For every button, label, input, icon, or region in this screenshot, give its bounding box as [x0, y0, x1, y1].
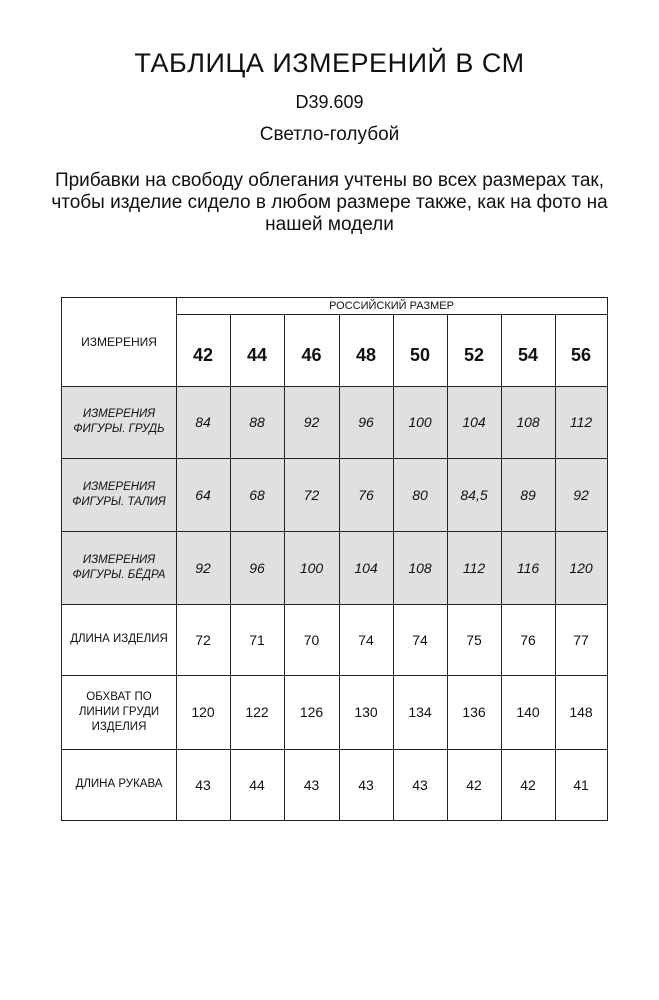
table-cell: 42	[520, 776, 536, 793]
table-cell: 120	[569, 559, 593, 576]
table-cell: 112	[569, 414, 593, 430]
table-cell: 44	[249, 776, 265, 793]
column-divider	[555, 314, 556, 820]
column-divider	[230, 314, 231, 820]
table-cell: 76	[520, 631, 536, 648]
column-divider	[501, 314, 502, 820]
size-header-52: 52	[463, 344, 485, 365]
table-cell: 96	[358, 414, 374, 430]
size-header-48: 48	[355, 344, 377, 365]
table-cell: 92	[303, 414, 320, 430]
table-cell: 77	[573, 631, 589, 648]
table-cell: 100	[408, 414, 432, 430]
table-cell: 120	[191, 704, 215, 720]
table-cell: 42	[466, 776, 482, 793]
table-cell: 126	[299, 704, 324, 720]
table-cell: 92	[573, 486, 589, 503]
fit-note: Прибавки на свободу облегания учтены во всех размерах так, чтобы изделие сидело в любом размере также, как на фото на нашей модели	[51, 170, 608, 235]
group-divider	[176, 314, 607, 315]
column-divider	[447, 314, 448, 820]
table-cell: 68	[249, 486, 265, 503]
label-divider	[176, 298, 177, 820]
table-cell: 100	[299, 559, 324, 576]
table-cell: 89	[520, 486, 536, 503]
table-cell: 104	[462, 414, 486, 430]
column-divider	[284, 314, 285, 820]
table-cell: 134	[408, 704, 432, 720]
table-cell: 76	[358, 486, 374, 503]
column-divider	[339, 314, 340, 820]
table-cell: 71	[249, 631, 265, 648]
row-divider	[62, 604, 607, 605]
column-divider	[393, 314, 394, 820]
table-cell: 43	[195, 776, 211, 793]
table-cell: 108	[408, 559, 432, 576]
color-name: Светло-голубой	[259, 124, 400, 145]
table-cell: 104	[354, 559, 378, 576]
table-cell: 112	[462, 559, 486, 576]
table-cell: 72	[195, 631, 211, 648]
row-label: ДЛИНА РУКАВА	[75, 778, 163, 790]
row-label: ИЗМЕРЕНИЯ ФИГУРЫ. БЁДРА	[72, 553, 166, 581]
size-group-label: РОССИЙСКИЙ РАЗМЕР	[329, 300, 454, 312]
table-cell: 72	[303, 486, 320, 503]
size-header-50: 50	[409, 344, 431, 365]
table-cell: 70	[303, 631, 320, 648]
table-cell: 96	[249, 559, 265, 576]
table-cell: 64	[195, 486, 211, 503]
corner-label: ИЗМЕРЕНИЯ	[81, 335, 157, 349]
table-cell: 43	[412, 776, 428, 793]
row-divider	[62, 675, 607, 676]
row-divider	[62, 386, 607, 387]
table-cell: 130	[354, 704, 378, 720]
table-cell: 74	[358, 631, 374, 648]
row-divider	[62, 531, 607, 532]
size-header-44: 44	[246, 344, 268, 365]
row-label: ДЛИНА ИЗДЕЛИЯ	[70, 633, 168, 645]
table-cell: 140	[516, 704, 540, 720]
row-label: ОБХВАТ ПО ЛИНИИ ГРУДИ ИЗДЕЛИЯ	[78, 690, 160, 733]
table-cell: 108	[516, 414, 540, 430]
table-cell: 84	[195, 414, 211, 430]
table-cell: 88	[249, 414, 265, 430]
table-cell: 80	[412, 486, 428, 503]
table-cell: 75	[466, 631, 482, 648]
table-cell: 122	[245, 704, 269, 720]
row-label: ИЗМЕРЕНИЯ ФИГУРЫ. ТАЛИЯ	[72, 480, 166, 508]
size-header-46: 46	[301, 344, 322, 365]
table-cell: 148	[569, 704, 593, 720]
table-cell: 43	[358, 776, 374, 793]
size-header-56: 56	[570, 344, 592, 365]
size-table	[61, 297, 608, 821]
table-cell: 116	[516, 559, 540, 576]
table-cell: 136	[462, 704, 486, 720]
row-divider	[62, 749, 607, 750]
size-header-54: 54	[517, 344, 539, 365]
size-header-42: 42	[192, 344, 214, 365]
table-cell: 74	[412, 631, 428, 648]
table-cell: 92	[195, 559, 211, 576]
row-divider	[62, 458, 607, 459]
row-label: ИЗМЕРЕНИЯ ФИГУРЫ. ГРУДЬ	[73, 408, 165, 435]
table-cell: 84,5	[460, 486, 488, 503]
product-code: D39.609	[295, 92, 364, 112]
table-cell: 43	[303, 776, 320, 793]
page-title: ТАБЛИЦА ИЗМЕРЕНИЙ В СМ	[134, 48, 525, 78]
table-cell: 41	[573, 776, 589, 793]
